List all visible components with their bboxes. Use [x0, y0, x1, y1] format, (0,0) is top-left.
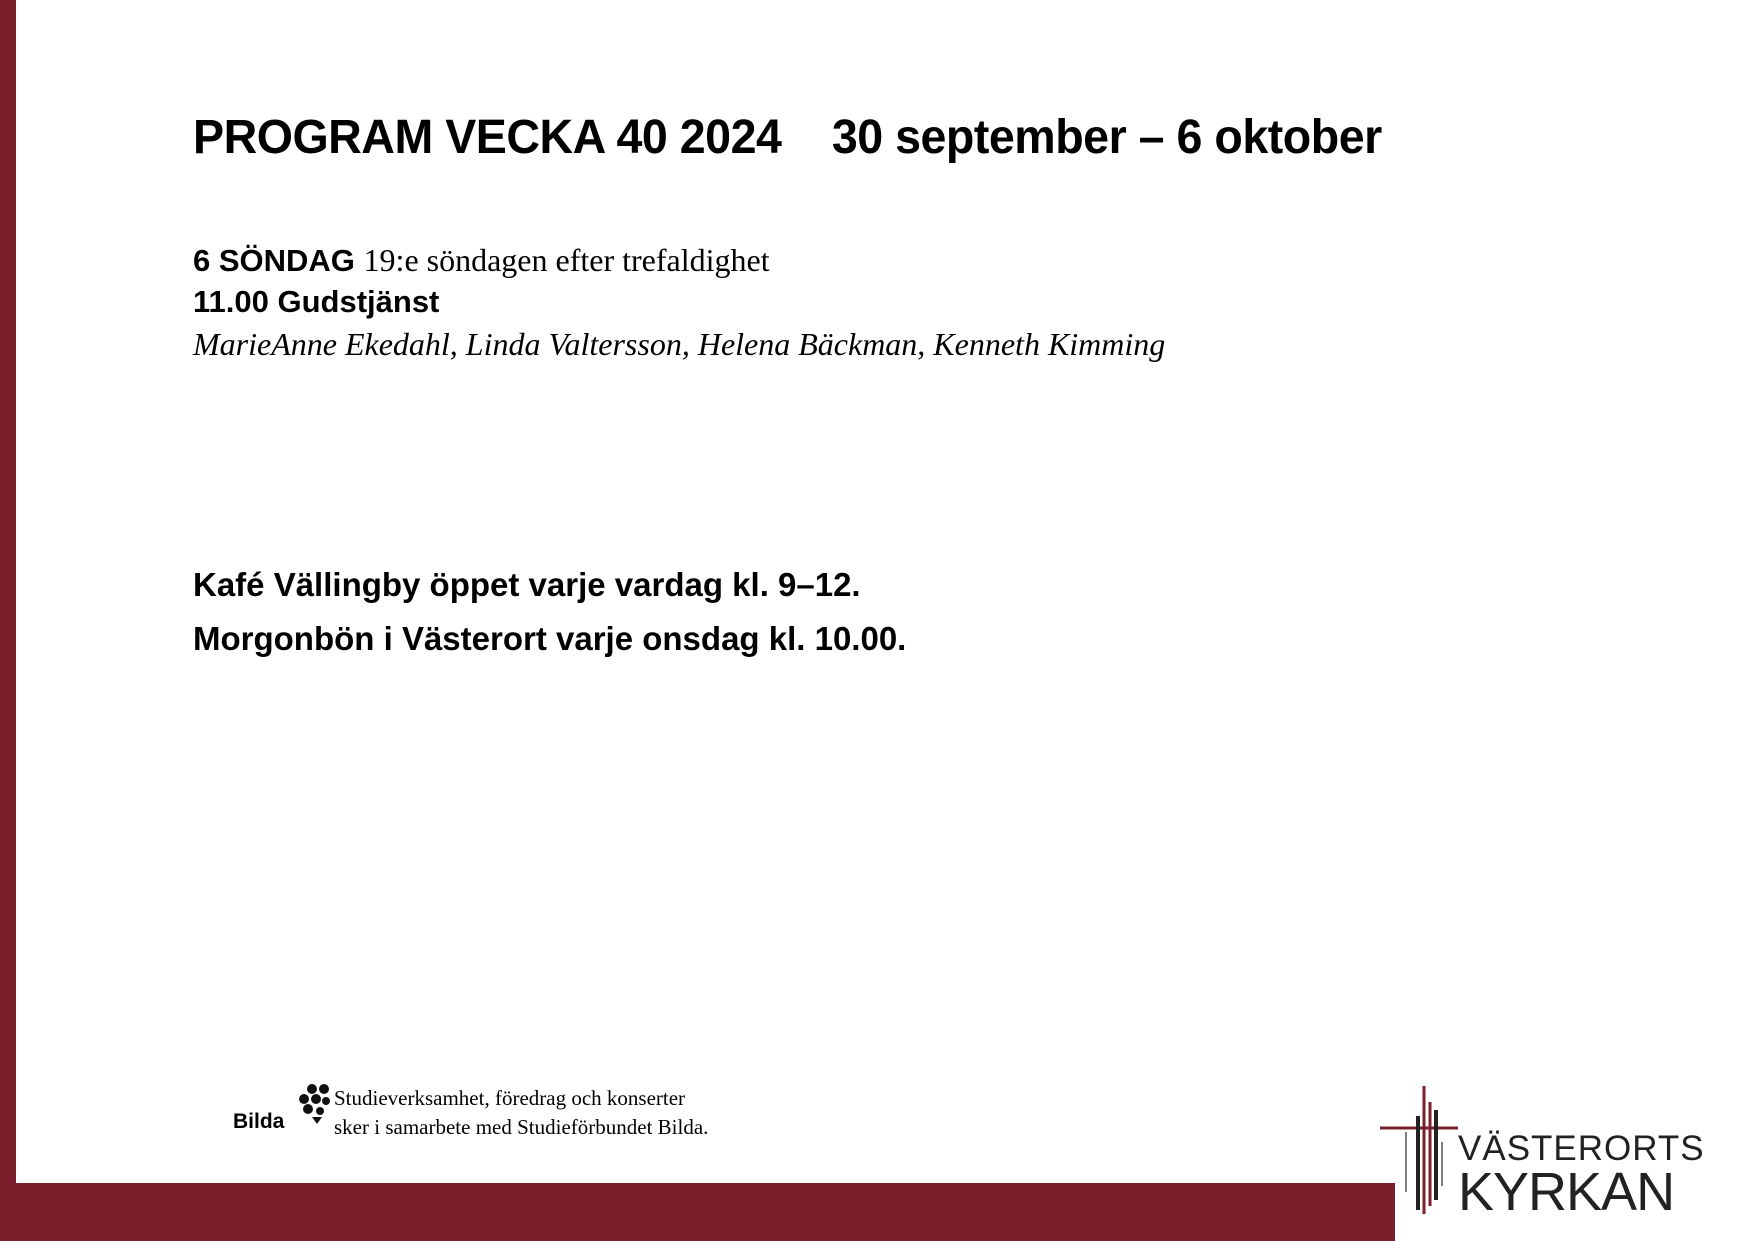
- service-participants: MarieAnne Ekedahl, Linda Valtersson, Helena Bäckman, Kenneth Kimming: [193, 326, 1166, 362]
- church-name-line1: VÄSTERORTS: [1458, 1129, 1705, 1168]
- notices-section: [193, 558, 906, 666]
- program-dates: 30 september – 6 oktober: [831, 111, 1382, 164]
- bilda-info-line1: Studieverksamhet, föredrag och konserter: [334, 1086, 686, 1110]
- bilda-info: [334, 1084, 708, 1142]
- day-description: 19:e söndagen efter trefaldighet: [363, 242, 770, 278]
- church-logo-text: [1458, 1129, 1705, 1222]
- left-accent-bar: [0, 0, 16, 1241]
- church-cross-logo-icon: [1378, 1082, 1458, 1222]
- day-name: 6 SÖNDAG: [193, 243, 355, 278]
- program-title: PROGRAM VECKA 40 2024: [193, 111, 782, 164]
- notice-cafe: Kafé Vällingby öppet varje vardag kl. 9–12.: [193, 566, 861, 603]
- day-line: [193, 240, 1165, 281]
- notice-morning-prayer: Morgonbön i Västerort varje onsdag kl. 10.00.: [193, 620, 907, 657]
- sunday-section: [193, 240, 1165, 365]
- page-title: [193, 110, 1382, 165]
- bilda-logo-text: Bilda: [233, 1110, 285, 1133]
- church-name-line2: KYRKAN: [1458, 1162, 1675, 1222]
- service-time-title: 11.00 Gudstjänst: [193, 284, 440, 319]
- bilda-info-line2: sker i samarbete med Studieförbundet Bilda.: [334, 1115, 709, 1139]
- bottom-accent-bar: [0, 1183, 1395, 1241]
